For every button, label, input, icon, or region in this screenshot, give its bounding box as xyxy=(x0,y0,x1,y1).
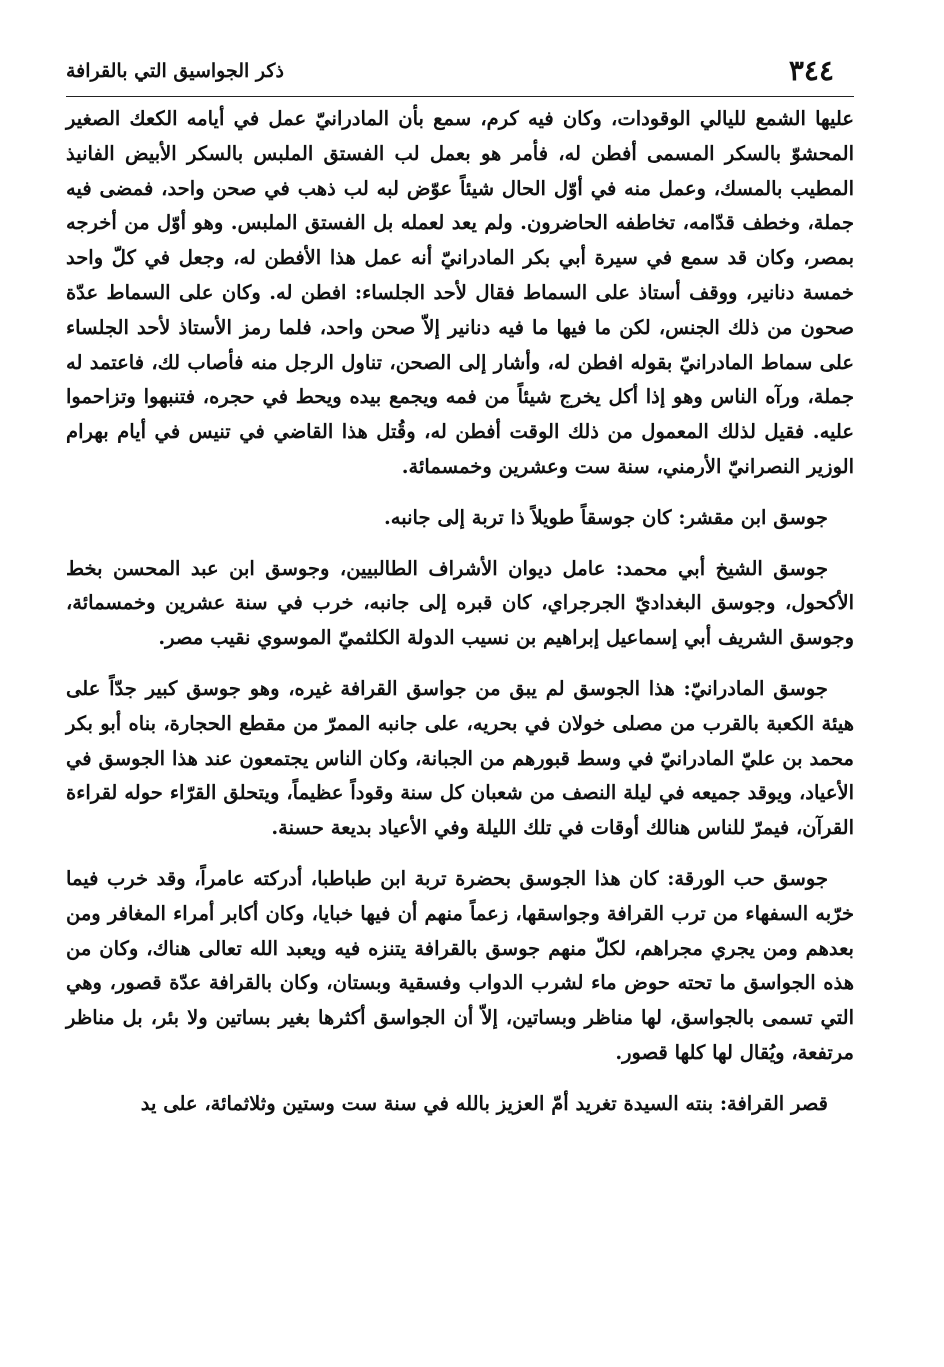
header-rule xyxy=(66,96,854,97)
running-title: ذكر الجواسيق التي بالقرافة xyxy=(66,60,284,82)
entry-jawsaq-al-madharani: جوسق المادرانيّ: هذا الجوسق لم يبق من جواسق القرافة غيره، وهو جوسق كبير جدّاً على هيئة الكعبة بالقرب من مصلى خولان في بحريه، على جانبه الممرّ من مقطع الحجارة، بناه أبو بكر محمد بن عليّ المادرانيّ في وسط قبورهم من الجبانة، وكان الناس يجتمعون عند هذا الجوسق في الأعياد، ويوقد جميعه في ليلة النصف من شعبان كل سنة وقوداً عظيماً، ويتحلق القرّاء حوله لقراءة القرآن، فيمرّ للناس هنالك أوقات في تلك الليلة وفي الأعياد بديعة حسنة. xyxy=(66,676,854,840)
page-header xyxy=(66,52,854,92)
paragraph-continuation: عليها الشمع لليالي الوقودات، وكان فيه كرم، سمع بأن المادرانيّ عمل في أيامه الكعك الصغير المحشوّ بالسكر المسمى أفطن له، فأمر هو بعمل لب الفستق الملبس بالسكر الأبيض الفانيذ المطيب بالمسك، وعمل منه في أوّل الحال شيئاً عوّض لبه لب ذهب في صحن واحد، فمضى فيه جملة، وخطف قدّامه، تخاطفه الحاضرون. ولم يعد لعمله بل الفستق الملبس. وهو أوّل من أخرجه بمصر، وكان قد سمع في سيرة أبي بكر المادرانيّ أنه عمل هذا الأفطن له، وجعل في كلّ واحد خمسة دنانير، ووقف أستاذ على السماط فقال لأحد الجلساء: افطن له. وكان على السماط عدّة صحون من ذلك الجنس، لكن ما فيها ما فيه دنانير إلاّ صحن واحد، فلما رمز الأستاذ لأحد الجلساء على سماط المادرانيّ بقوله افطن له، وأشار إلى الصحن، تناول الرجل منه فأصاب لك، فاعتمد له جملة، ورآه الناس وهو إذا أكل يخرج شيئاً من فمه ويجمع بيده ويحط في حجره، فتنبهوا وتزاحموا عليه. فقيل لذلك المعمول من ذلك الوقت أفطن له، وقُتل هذا القاضي في تنيس في أيام بهرام الوزير النصرانيّ الأرمني، سنة ست وعشرين وخمسمائة. xyxy=(66,107,854,478)
entry-jawsaq-al-shaykh-abi-muhammad: جوسق الشيخ أبي محمد: عامل ديوان الأشراف الطالبيين، وجوسق ابن عبد المحسن بخط الأكحول، وجوسق البغداديّ الجرجراي، كان قبره إلى جانبه، خرب في سنة عشرين وخمسمائة، وجوسق الشريف أبي إسماعيل إبراهيم بن نسيب الدولة الكلثميّ الموسوي نقيب مصر. xyxy=(66,556,854,650)
page-number: ٣٤٤ xyxy=(788,54,834,87)
entry-jawsaq-ibn-muqashshir: جوسق ابن مقشر: كان جوسقاً طويلاً ذا تربة إلى جانبه. xyxy=(384,505,828,529)
entry-jawsaq-habb-al-waraqa: جوسق حب الورقة: كان هذا الجوسق بحضرة تربة ابن طباطبا، أدركته عامراً، وقد خرب فيما خرّبه السفهاء من ترب القرافة وجواسقها، زعماً منهم أن فيها خبايا، وكان أكابر أمراء المغافر ومن بعدهم ومن يجري مجراهم، لكلّ منهم جوسق بالقرافة يتنزه فيه ويعبد الله تعالى هناك، وكان من هذه الجواسق ما تحته حوض ماء لشرب الدواب وفسقية وبستان، وكان بالقرافة عدّة قصور، وهي التي تسمى بالجواسق، لها مناظر وبساتين، إلاّ أن الجواسق أكثرها بغير بساتين ولا بئر، بل مناظر مرتفعة، ويُقال لها كلها قصور. xyxy=(66,866,854,1064)
body-text xyxy=(66,102,854,1122)
entry-qasr-al-qarafa: قصر القرافة: بنته السيدة تغريد أمّ العزيز بالله في سنة ست وستين وثلاثمائة، على يد xyxy=(140,1091,828,1115)
